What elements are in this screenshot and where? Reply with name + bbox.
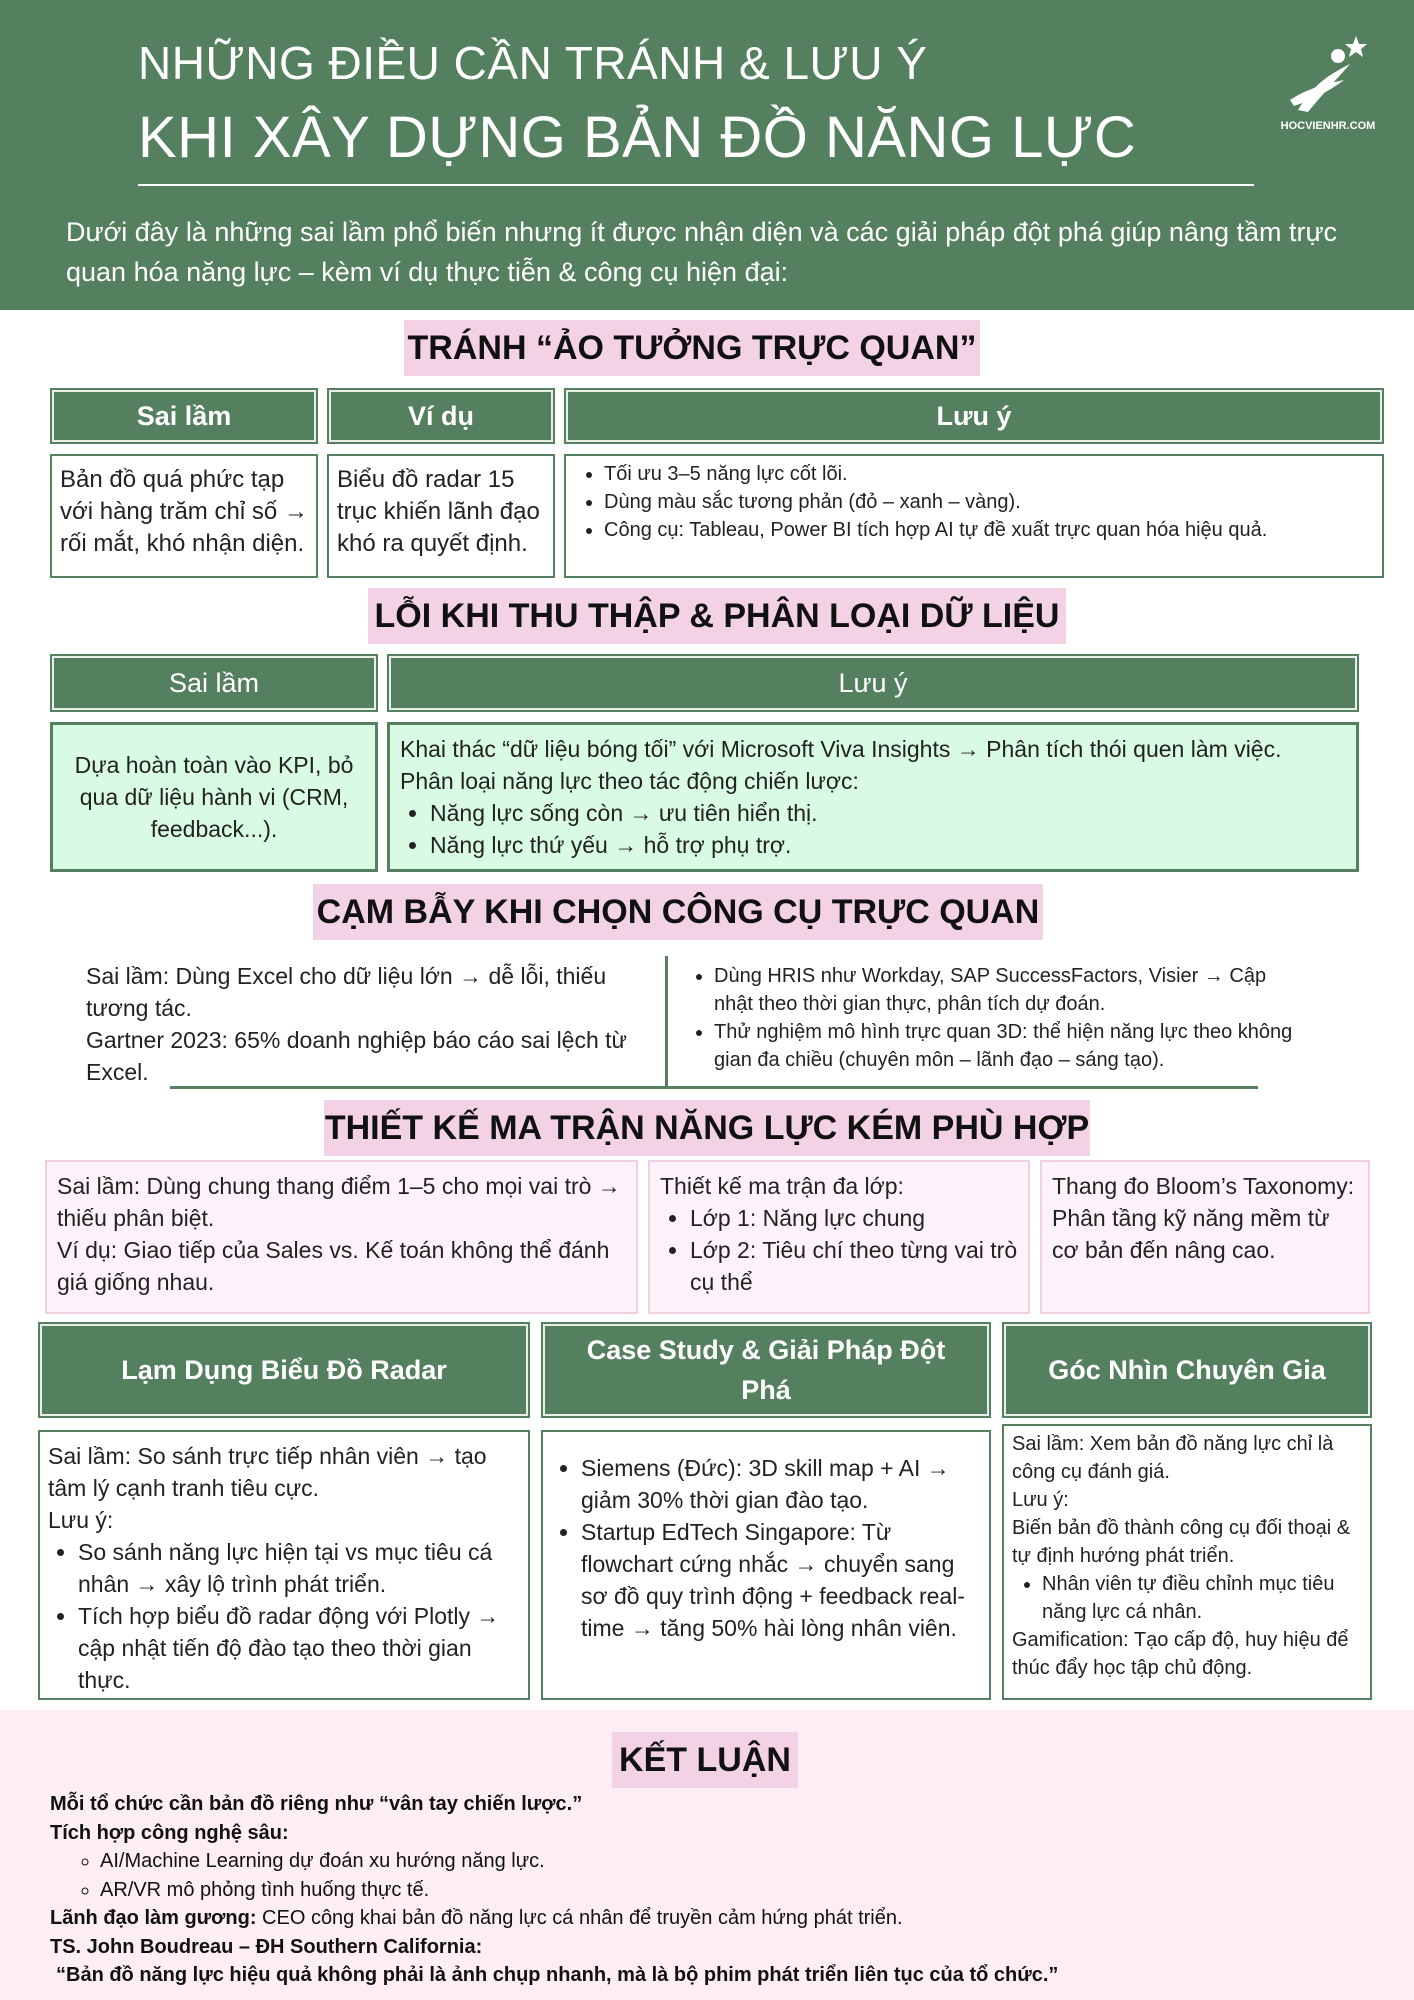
conclusion-line3-bold: Lãnh đạo làm gương: [50,1907,257,1929]
conclusion-line2: Tích hợp công nghệ sâu: [50,1821,289,1844]
section4-box1-line1: Sai lầm: Dùng chung thang điểm 1–5 cho mọi vai trò → thiếu phân biệt. [57,1173,621,1231]
list-item: • Lớp 1: Năng lực chung [690,1202,1018,1234]
section4-box2-line1: Thiết kế ma trận đa lớp: [660,1173,904,1199]
section5-col2-list [581,1452,981,1644]
list-item: • Dùng màu sắc tương phản (đỏ – xanh – vàng). [604,488,1374,516]
section2-col2-line2: Phân loại năng lực theo tác động chiến lược: [400,768,859,794]
section5-col2-box [541,1430,991,1700]
section5-col3-header: Góc Nhìn Chuyên Gia [1004,1324,1370,1416]
section2-col1-header: Sai lầm [52,656,376,710]
logo-text: HOCVIENHR.COM [1280,120,1376,132]
section5-col2-header: Case Study & Giải Pháp Đột Phá [543,1324,989,1416]
section2-col2-header: Lưu ý [389,656,1357,710]
section4-box3 [1040,1160,1370,1314]
section1-col1-text: Bản đồ quá phức tạp với hàng trăm chỉ số → rối mắt, khó nhận diện. [50,454,318,578]
list-item: • Lớp 2: Tiêu chí theo từng vai trò cụ thể [690,1234,1018,1298]
list-item: • Dùng HRIS như Workday, SAP SuccessFactors, Visier → Cập nhật theo thời gian thực, phân tích dự đoán. [714,962,1304,1018]
section1-title: TRÁNH “ẢO TƯỞNG TRỰC QUAN” [404,320,980,376]
section5-col3-line2: Lưu ý: [1012,1489,1069,1511]
section2-col2-box [387,722,1359,872]
list-item: • Công cụ: Tableau, Power BI tích hợp AI tự đề xuất trực quan hóa hiệu quả. [604,516,1374,544]
section5-col1-line1: Sai lầm: So sánh trực tiếp nhân viên → tạo tâm lý cạnh tranh tiêu cực. [48,1443,487,1501]
list-item: ◦ AR/VR mô phỏng tình huống thực tế. [100,1876,1390,1905]
list-item: • Nhân viên tự điều chỉnh mục tiêu năng lực cá nhân. [1042,1570,1362,1626]
logo [1268,30,1388,130]
header-banner [0,0,1414,310]
section2-col2-list [430,797,1346,861]
conclusion-content [50,1790,1390,1990]
section5-col1-list [78,1536,520,1696]
list-item: • Tích hợp biểu đồ radar động với Plotly → cập nhật tiến độ đào tạo theo thời gian thực. [78,1600,520,1696]
list-item: ◦ AI/Machine Learning dự đoán xu hướng năng lực. [100,1847,1390,1876]
section4-box1-line2: Ví dụ: Giao tiếp của Sales vs. Kế toán không thể đánh giá giống nhau. [57,1237,610,1295]
section4-box2 [648,1160,1030,1314]
section2-col1-text [50,722,378,872]
list-item: • Siemens (Đức): 3D skill map + AI → giảm 30% thời gian đào tạo. [581,1452,981,1516]
section5-col3-line4: Gamification: Tạo cấp độ, huy hiệu để thúc đẩy học tập chủ động. [1012,1629,1349,1679]
section1-col3-box [564,454,1384,578]
section2-col1-label: Dựa hoàn toàn vào KPI, bỏ qua dữ liệu hành vi (CRM, feedback...). [74,752,354,842]
section3-horizontal-divider [170,1086,1258,1089]
section4-box1 [45,1160,638,1314]
section3-right-list [714,962,1304,1074]
section5-col1-header: Lạm Dụng Biểu Đồ Radar [40,1324,528,1416]
conclusion-title: KẾT LUẬN [612,1732,798,1788]
header-title-line2: KHI XÂY DỰNG BẢN ĐỒ NĂNG LỰC [138,105,1137,170]
section1-col3-list [604,460,1374,544]
section3-left-line2: Gartner 2023: 65% doanh nghiệp báo cáo sai lệch từ Excel. [86,1027,627,1085]
list-item: • Năng lực sống còn → ưu tiên hiển thị. [430,797,1346,829]
section4-box2-list [690,1202,1018,1298]
section5-col1-line2: Lưu ý: [48,1507,114,1533]
section3-right [684,962,1304,1074]
section5-col3-box [1002,1424,1372,1700]
conclusion-sub-list [100,1847,1390,1904]
logo-star-icon [1268,30,1388,120]
section5-col1-box [38,1430,530,1700]
list-item: • So sánh năng lực hiện tại vs mục tiêu cá nhân → xây lộ trình phát triển. [78,1536,520,1600]
section3-vertical-divider [665,956,668,1086]
section3-title: CẠM BẪY KHI CHỌN CÔNG CỤ TRỰC QUAN [313,884,1043,940]
section1-col2-text: Biểu đồ radar 15 trục khiến lãnh đạo khó ra quyết định. [327,454,555,578]
header-title-line1: NHỮNG ĐIỀU CẦN TRÁNH & LƯU Ý [138,37,928,89]
header-underline [138,184,1254,186]
section3-left [86,960,646,1088]
section5-col3-line3: Biến bản đồ thành công cụ đối thoại & tự định hướng phát triển. [1012,1517,1351,1567]
section2-col2-line1: Khai thác “dữ liệu bóng tối” với Microsoft Viva Insights → Phân tích thói quen làm việc. [400,736,1282,762]
list-item: • Startup EdTech Singapore: Từ flowchart cứng nhắc → chuyển sang sơ đồ quy trình động + feedback real-time → tăng 50% hài lòng nhân viên. [581,1516,981,1644]
list-item: • Thử nghiệm mô hình trực quan 3D: thể hiện năng lực theo không gian đa chiều (chuyên môn – lãnh đạo – sáng tạo). [714,1018,1304,1074]
section3-left-line1: Sai lầm: Dùng Excel cho dữ liệu lớn → dễ lỗi, thiếu tương tác. [86,963,607,1021]
section4-title: THIẾT KẾ MA TRẬN NĂNG LỰC KÉM PHÙ HỢP [324,1100,1090,1156]
section2-title: LỖI KHI THU THẬP & PHÂN LOẠI DỮ LIỆU [368,588,1066,644]
conclusion-line3 [50,1904,1390,1933]
header-intro: Dưới đây là những sai lầm phổ biến nhưng ít được nhận diện và các giải pháp đột phá giúp nâng tầm trực quan hóa năng lực – kèm ví dụ thực tiễn & công cụ hiện đại: [66,217,1338,287]
conclusion-line1: Mỗi tổ chức cần bản đồ riêng như “vân tay chiến lược.” [50,1793,583,1815]
section1-col3-header: Lưu ý [566,390,1382,442]
conclusion-line4: TS. John Boudreau – ĐH Southern California: [50,1935,483,1958]
section4-box3-text: Thang đo Bloom’s Taxonomy: Phân tầng kỹ năng mềm từ cơ bản đến nâng cao. [1052,1173,1355,1263]
list-item: • Tối ưu 3–5 năng lực cốt lõi. [604,460,1374,488]
conclusion-quote: “Bản đồ năng lực hiệu quả không phải là ảnh chụp nhanh, mà là bộ phim phát triển liên tục của tổ chức.” [56,1964,1059,1986]
section1-col2-header: Ví dụ [329,390,553,442]
conclusion-line3-rest: CEO công khai bản đồ năng lực cá nhân để truyền cảm hứng phát triển. [256,1907,903,1929]
section5-col3-line1: Sai lầm: Xem bản đồ năng lực chỉ là công cụ đánh giá. [1012,1433,1334,1483]
section1-col1-header: Sai lầm [52,390,316,442]
list-item: • Năng lực thứ yếu → hỗ trợ phụ trợ. [430,829,1346,861]
section5-col3-list [1042,1570,1362,1626]
